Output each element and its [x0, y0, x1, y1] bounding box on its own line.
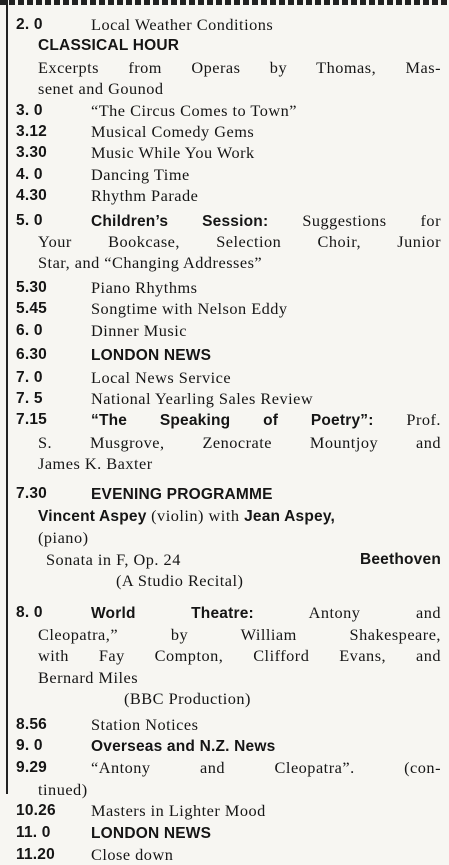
listing-title: Rhythm Parade — [91, 186, 199, 206]
listing-heading: World Theatre: — [91, 604, 254, 622]
performer-role: (piano) — [38, 528, 89, 548]
listing-item — [16, 602, 441, 624]
listing-time: 4.30 — [16, 187, 47, 205]
performer-role: (violin) with — [151, 505, 240, 525]
listing-time: 7. 5 — [16, 389, 43, 407]
listing-description-line: “Antony and Cleopatra”. (con- — [91, 758, 441, 778]
listing-description-line: (BBC Production) — [124, 689, 251, 709]
listing-time: 8. 0 — [16, 603, 43, 621]
listing-time: 9. 0 — [16, 737, 43, 754]
listing-heading: CLASSICAL HOUR — [38, 37, 180, 55]
listing-time: 6.30 — [16, 346, 47, 364]
listing-description-line: with Fay Compton, Clifford Evans, and — [38, 646, 441, 666]
work-line — [38, 549, 441, 570]
listing-item — [16, 714, 441, 735]
listing-description-line: Star, and “Changing Addresses” — [38, 253, 263, 273]
listing-title: “The Circus Comes to Town” — [91, 100, 297, 120]
listing-description-line: Antony and — [308, 602, 442, 622]
listing-item — [16, 164, 441, 185]
listing-item — [16, 121, 441, 142]
listing-item — [16, 210, 441, 232]
listing-time: 3.12 — [16, 123, 47, 141]
listing-continuation — [16, 779, 441, 800]
listing-title: Local News Service — [91, 367, 232, 387]
listing-description-line: tinued) — [38, 779, 88, 799]
listing-heading: EVENING PROGRAMME — [91, 485, 273, 503]
listing-time: 9.29 — [16, 759, 47, 777]
listing-description-line: Suggestions for — [302, 210, 441, 230]
listing-item — [16, 14, 441, 35]
listing-time: 7. 0 — [16, 368, 43, 386]
listing-item — [16, 344, 441, 366]
listing-description-line: Excerpts from Operas by Thomas, Mas- — [38, 57, 441, 77]
listing-heading: Children’s Session: — [91, 212, 269, 230]
listing-time: 5.30 — [16, 278, 47, 296]
listing-item — [16, 35, 441, 99]
listing-title: Musical Comedy Gems — [91, 122, 255, 142]
listing-item — [16, 142, 441, 163]
performer-name: Vincent Aspey — [38, 507, 147, 525]
listing-time: 5. 0 — [16, 211, 43, 229]
listing-description-line: senet and Gounod — [38, 79, 164, 99]
listing-continuation — [16, 432, 441, 475]
performer-name: Jean Aspey, — [244, 507, 336, 525]
listing-item — [16, 100, 441, 121]
listing-time: 7.30 — [16, 484, 47, 502]
listing-item — [16, 735, 441, 757]
listing-item — [16, 822, 441, 844]
listing-first-line — [91, 210, 441, 232]
performers-line — [38, 505, 441, 527]
listing-heading: “The Speaking of Poetry”: — [91, 412, 374, 430]
listing-continuation — [16, 231, 441, 274]
listing-title: Dancing Time — [91, 164, 190, 184]
listing-time: 11.20 — [16, 846, 55, 864]
listing-item — [16, 298, 441, 319]
listing-title: Local Weather Conditions — [91, 15, 274, 34]
listing-heading: LONDON NEWS — [91, 824, 212, 842]
column-rule — [6, 0, 8, 794]
listing-title: Masters in Lighter Mood — [91, 801, 266, 821]
listing-time: 4. 0 — [16, 165, 43, 183]
listing-item — [16, 388, 441, 409]
listing-item — [16, 800, 441, 821]
listing-time: 2. 0 — [16, 16, 43, 33]
listing-title: Songtime with Nelson Eddy — [91, 299, 288, 319]
listing-item — [16, 844, 441, 865]
listing-title: Music While You Work — [91, 143, 255, 163]
listing-item — [16, 185, 441, 206]
listing-item — [16, 483, 441, 505]
listing-description-line: Prof. — [406, 410, 441, 430]
listing-title: Station Notices — [91, 714, 199, 734]
listing-time: 6. 0 — [16, 321, 43, 339]
listing-time: 8.56 — [16, 715, 47, 733]
listing-title: Dinner Music — [91, 320, 187, 340]
listing-description-line: James K. Baxter — [38, 454, 153, 474]
programme-listings — [16, 14, 441, 865]
listing-time: 10.26 — [16, 802, 56, 820]
listing-item — [16, 277, 441, 298]
listing-first-line — [91, 409, 441, 431]
listing-heading: Overseas and N.Z. News — [91, 738, 276, 755]
listing-time: 3. 0 — [16, 101, 43, 119]
listing-title: Piano Rhythms — [91, 277, 198, 297]
listing-description-line: Your Bookcase, Selection Choir, Junior — [38, 232, 441, 252]
listing-time: 3.30 — [16, 144, 47, 162]
listing-item — [16, 320, 441, 341]
listing-description-line: Cleopatra,” by William Shakespeare, — [38, 624, 441, 644]
work-title: Sonata in F, Op. 24 — [46, 549, 181, 569]
listing-item — [16, 367, 441, 388]
listing-time: 7.15 — [16, 411, 47, 429]
listing-description-line: Bernard Miles — [38, 667, 139, 687]
listing-description-line: S. Musgrove, Zenocrate Mountjoy and — [38, 432, 441, 452]
listing-time: 5.45 — [16, 300, 47, 318]
listing-time: 11. 0 — [16, 823, 51, 841]
cropped-top-heading — [0, 0, 449, 5]
listing-title: National Yearling Sales Review — [91, 388, 314, 408]
listing-item — [16, 409, 441, 431]
listing-first-line — [91, 602, 441, 624]
listing-item — [16, 757, 441, 778]
recital-details — [16, 505, 441, 592]
listing-title: Close down — [91, 845, 174, 865]
listing-continuation — [16, 624, 441, 710]
work-note: (A Studio Recital) — [116, 571, 244, 591]
listing-heading: LONDON NEWS — [91, 347, 212, 365]
work-composer: Beethoven — [359, 550, 441, 568]
